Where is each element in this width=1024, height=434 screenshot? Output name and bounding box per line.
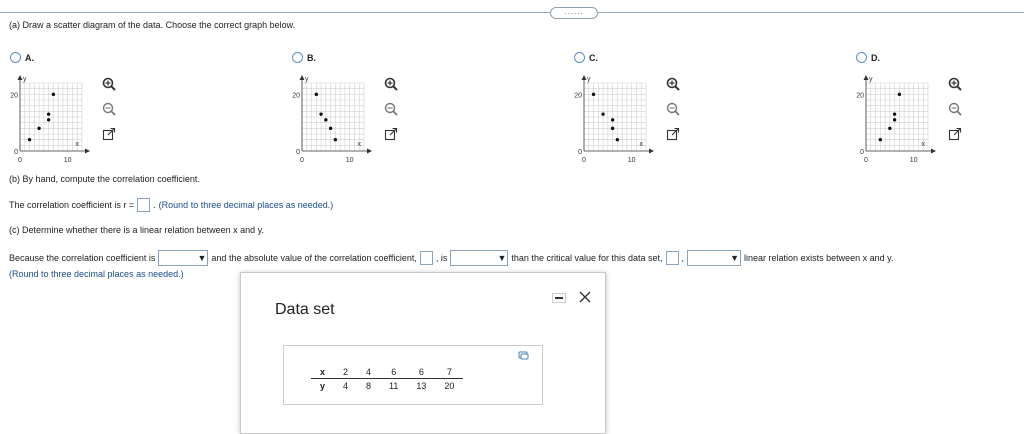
relation-select[interactable] <box>687 250 741 266</box>
scatter-point <box>315 93 318 96</box>
scatter-point <box>611 118 614 121</box>
zoom-in-icon[interactable] <box>948 77 962 91</box>
zoom-out-icon[interactable] <box>666 102 680 116</box>
x-value: 6 <box>380 365 407 379</box>
graph-tools <box>102 77 116 141</box>
x-tick-0: 0 <box>582 157 586 164</box>
scatter-point <box>893 112 896 115</box>
data-table <box>311 365 463 392</box>
chevron-down-icon: ▼ <box>197 252 207 263</box>
y-row <box>311 379 463 393</box>
close-icon[interactable] <box>579 291 591 303</box>
scatter-point <box>334 138 337 141</box>
graph-grid <box>866 83 928 151</box>
x-label: x <box>311 365 334 379</box>
x-tick-0: 0 <box>864 157 868 164</box>
zoom-out-icon[interactable] <box>384 102 398 116</box>
top-divider <box>0 12 1024 13</box>
scatter-point <box>52 93 55 96</box>
y-tick-0: 0 <box>14 149 18 156</box>
x-value: 6 <box>407 365 435 379</box>
dialog-title: Data set <box>275 301 335 318</box>
option-a[interactable] <box>10 52 116 164</box>
part-b-period: . <box>153 200 156 210</box>
external-link-icon[interactable] <box>948 127 962 141</box>
option-header[interactable] <box>856 52 962 63</box>
x-tick-0: 0 <box>300 157 304 164</box>
part-c-text-3: , is <box>435 253 448 263</box>
option-graph-row <box>10 63 116 164</box>
zoom-out-icon[interactable] <box>102 102 116 116</box>
part-c-text-2: and the absolute value of the correlation coefficient, <box>211 253 417 263</box>
y-tick-0: 0 <box>296 149 300 156</box>
x-row <box>311 365 463 379</box>
external-link-icon[interactable] <box>384 127 398 141</box>
scatter-point <box>47 112 50 115</box>
radio-button[interactable] <box>856 52 867 63</box>
scatter-graph <box>282 69 382 164</box>
x-axis-arrow <box>367 149 372 154</box>
scatter-graph <box>564 69 664 164</box>
option-header[interactable] <box>574 52 680 63</box>
option-header[interactable] <box>292 52 398 63</box>
part-c-heading: (c) Determine whether there is a linear relation between x and y. <box>9 225 264 235</box>
x-axis-arrow <box>649 149 654 154</box>
scatter-point <box>898 93 901 96</box>
scatter-point <box>329 127 332 130</box>
x-tick-10: 10 <box>909 157 918 164</box>
option-graph-row <box>856 63 962 164</box>
graph-tools <box>384 77 398 141</box>
scatter-point <box>893 118 896 121</box>
part-c-text-4: than the critical value for this data set, <box>511 253 663 263</box>
x-axis-label: x <box>357 141 361 148</box>
y-tick-20: 20 <box>10 92 18 100</box>
scatter-point <box>28 138 31 141</box>
option-graph-row <box>574 63 680 164</box>
radio-button[interactable] <box>10 52 21 63</box>
minimize-icon[interactable] <box>552 293 566 303</box>
option-b[interactable] <box>292 52 398 164</box>
y-tick-20: 20 <box>292 92 300 100</box>
part-b-heading: (b) By hand, compute the correlation coefficient. <box>9 174 200 184</box>
x-tick-10: 10 <box>627 157 636 164</box>
x-axis-label: x <box>921 141 925 148</box>
option-label: B. <box>307 52 316 63</box>
y-tick-0: 0 <box>578 149 582 156</box>
progress-dots[interactable]: ...... <box>550 7 598 19</box>
comparison-select[interactable] <box>450 250 508 266</box>
y-tick-0: 0 <box>860 149 864 156</box>
part-c-text-5: , <box>681 253 685 263</box>
scatter-point <box>37 127 40 130</box>
x-value: 7 <box>435 365 463 379</box>
x-value: 2 <box>334 365 357 379</box>
x-axis-arrow <box>85 149 90 154</box>
part-a-question: (a) Draw a scatter diagram of the data. Choose the correct graph below. <box>9 20 296 30</box>
y-tick-20: 20 <box>574 92 582 100</box>
scatter-graph <box>846 69 946 164</box>
correlation-sign-select[interactable] <box>158 250 208 266</box>
y-value: 4 <box>343 380 349 391</box>
graph-grid <box>302 83 364 151</box>
x-tick-10: 10 <box>63 157 72 164</box>
chevron-down-icon: ▼ <box>497 252 507 263</box>
y-label: y <box>320 380 326 391</box>
y-value: 8 <box>366 380 372 391</box>
zoom-in-icon[interactable] <box>666 77 680 91</box>
scatter-point <box>601 112 604 115</box>
y-axis-arrow <box>582 75 587 80</box>
external-link-icon[interactable] <box>102 127 116 141</box>
y-axis-arrow <box>300 75 305 80</box>
y-axis-label: y <box>869 76 873 83</box>
scatter-graph <box>0 69 100 164</box>
part-c-hint: (Round to three decimal places as needed.) <box>9 269 184 279</box>
zoom-in-icon[interactable] <box>384 77 398 91</box>
radio-button[interactable] <box>574 52 585 63</box>
scatter-point <box>888 127 891 130</box>
option-label: D. <box>871 52 880 63</box>
y-tick-20: 20 <box>856 92 864 100</box>
x-tick-0: 0 <box>18 157 22 164</box>
scatter-point <box>611 127 614 130</box>
chevron-down-icon: ▼ <box>730 252 740 263</box>
y-axis-arrow <box>864 75 869 80</box>
abs-correlation-input[interactable] <box>420 251 433 265</box>
data-set-dialog <box>240 272 606 434</box>
critical-value-input[interactable] <box>666 251 679 265</box>
y-value: 11 <box>389 380 399 391</box>
y-axis-arrow <box>18 75 23 80</box>
scatter-point <box>616 138 619 141</box>
part-b-hint: (Round to three decimal places as needed.) <box>158 200 334 210</box>
x-axis-arrow <box>931 149 936 154</box>
scatter-point <box>879 138 882 141</box>
graph-tools <box>948 77 962 141</box>
scatter-point <box>324 118 327 121</box>
scatter-point <box>592 93 595 96</box>
option-label: A. <box>25 52 34 63</box>
part-b-answer-row <box>9 198 333 212</box>
scatter-point <box>47 118 50 121</box>
y-value: 13 <box>416 380 427 391</box>
radio-button[interactable] <box>292 52 303 63</box>
graph-tools <box>666 77 680 141</box>
y-axis-label: y <box>587 76 591 83</box>
part-c-text-6: linear relation exists between x and y. <box>744 253 894 263</box>
zoom-out-icon[interactable] <box>948 102 962 116</box>
part-c-text-1: Because the correlation coefficient is <box>9 253 156 263</box>
x-tick-10: 10 <box>345 157 354 164</box>
correlation-input[interactable] <box>137 198 150 212</box>
part-b-prefix: The correlation coefficient is r = <box>9 200 135 210</box>
scatter-point <box>319 112 322 115</box>
x-value: 4 <box>357 365 380 379</box>
external-link-icon[interactable] <box>666 127 680 141</box>
option-header[interactable] <box>10 52 116 63</box>
part-c-answer-row <box>9 250 893 266</box>
x-axis-label: x <box>75 141 79 148</box>
option-c[interactable] <box>574 52 680 164</box>
option-d[interactable] <box>856 52 962 164</box>
zoom-in-icon[interactable] <box>102 77 116 91</box>
option-graph-row <box>292 63 398 164</box>
x-axis-label: x <box>639 141 643 148</box>
y-axis-label: y <box>23 76 27 83</box>
y-axis-label: y <box>305 76 309 83</box>
copy-icon[interactable] <box>518 351 529 360</box>
option-label: C. <box>589 52 598 63</box>
y-value: 20 <box>444 380 455 391</box>
